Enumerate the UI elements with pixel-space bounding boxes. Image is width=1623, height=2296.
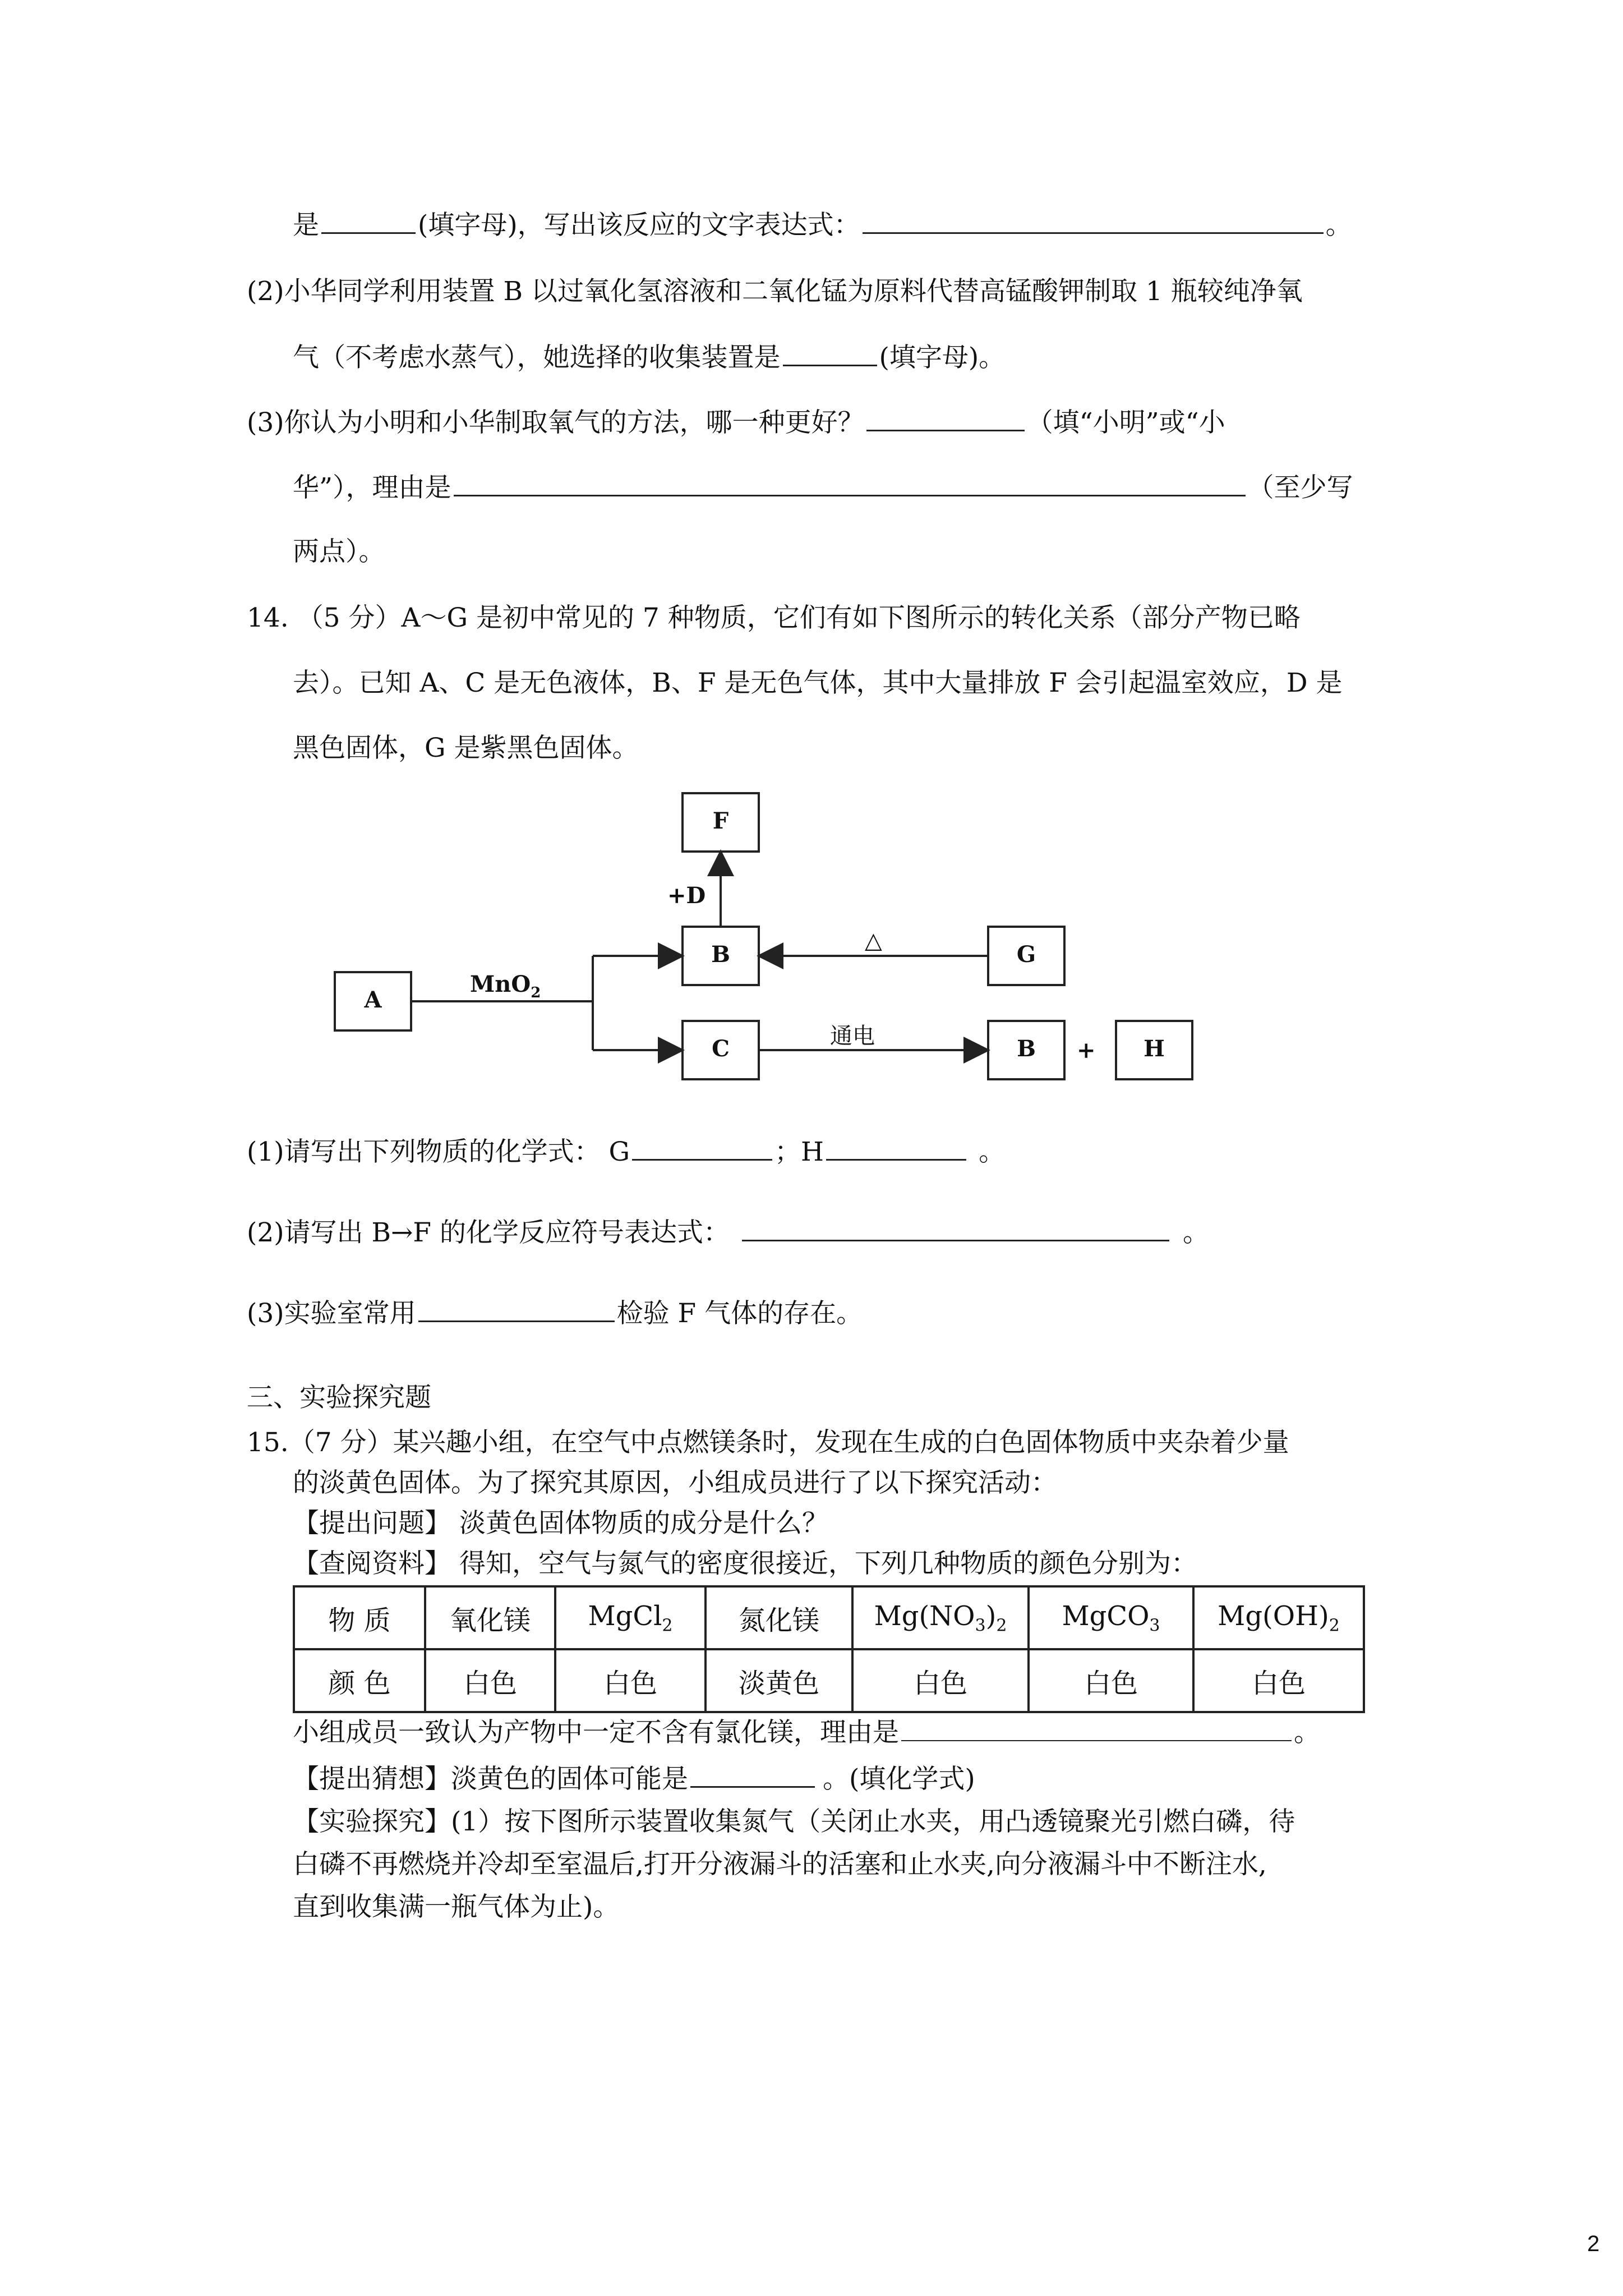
svg-text:F: F xyxy=(712,808,729,834)
table-cell: 白色 xyxy=(425,1649,555,1712)
q14-part1 xyxy=(247,1134,1005,1169)
node-C xyxy=(683,1021,759,1079)
experiment-line2: 白磷不再燃烧并冷却至室温后,打开分液漏斗的活塞和止水夹,向分液漏斗中不断注水, xyxy=(293,1849,1267,1880)
q13-part2-end: (填字母)。 xyxy=(879,342,1006,373)
table-cell: 物 质 xyxy=(294,1586,425,1649)
experiment-line1: 【实验探究】(1）按下图所示装置收集氮气（关闭止水夹，用凸透镜聚光引燃白磷，待 xyxy=(293,1806,1295,1837)
answer-blank[interactable] xyxy=(418,1296,615,1322)
q14-line3: 黑色固体，G 是紫黑色固体。 xyxy=(293,733,639,763)
answer-blank[interactable] xyxy=(690,1761,815,1788)
q13-part3-text: (3)你认为小明和小华制取氧气的方法，哪一种更好？ xyxy=(247,407,864,438)
q15-line1: 15.（7 分）某兴趣小组，在空气中点燃镁条时，发现在生成的白色固体物质中夹杂着少量 xyxy=(247,1427,1289,1458)
answer-blank[interactable] xyxy=(742,1215,1169,1241)
table-cell: 氧化镁 xyxy=(425,1586,555,1649)
svg-text:C: C xyxy=(712,1036,730,1062)
table-cell: 颜 色 xyxy=(294,1649,425,1712)
table-row xyxy=(294,1586,1364,1649)
q14-part2-text: (2)请写出 B→F 的化学反应符号表达式： xyxy=(247,1217,730,1248)
answer-blank-G[interactable] xyxy=(632,1134,772,1161)
consensus-line xyxy=(293,1715,1320,1750)
svg-text:B: B xyxy=(1017,1036,1036,1062)
svg-text:H: H xyxy=(1144,1036,1165,1062)
section-heading: 三、实验探究题 xyxy=(247,1382,431,1413)
table-cell: 白色 xyxy=(1029,1649,1193,1712)
label-plus-d: +D xyxy=(667,882,706,909)
hypothesis-end: 。(填化学式) xyxy=(823,1764,975,1795)
label-electrolysis: 通电 xyxy=(830,1023,875,1049)
q13-part3-reason: 华”），理由是 xyxy=(293,472,451,503)
experiment-line3: 直到收集满一瓶气体为止)。 xyxy=(293,1892,620,1922)
info-label: 【查阅资料】 得知，空气与氮气的密度很接近，下列几种物质的颜色分别为： xyxy=(293,1548,1197,1579)
svg-text:G: G xyxy=(1016,941,1036,968)
q13-part3-tail: （填“小明”或“小 xyxy=(1026,407,1225,438)
node-H xyxy=(1116,1021,1192,1079)
q15-line2: 的淡黄色固体。为了探究其原因，小组成员进行了以下探究活动： xyxy=(293,1467,1057,1498)
q13-line1-start: 是 xyxy=(293,210,319,241)
node-B-product xyxy=(988,1021,1064,1079)
node-F xyxy=(683,793,759,852)
answer-blank[interactable] xyxy=(901,1715,1292,1741)
table-cell: 淡黄色 xyxy=(706,1649,852,1712)
q13-part2-text: 气（不考虑水蒸气），她选择的收集装置是 xyxy=(293,342,781,373)
answer-blank-H[interactable] xyxy=(826,1134,966,1161)
table-row xyxy=(294,1649,1364,1712)
label-plus: + xyxy=(1077,1037,1096,1064)
table-cell: $Mg(NO_3)_2$ xyxy=(852,1586,1029,1649)
page-number: 2 xyxy=(1587,2231,1600,2256)
consensus-text: 小组成员一致认为产物中一定不含有氯化镁，理由是 xyxy=(293,1717,899,1748)
q13-part3-line3: 两点）。 xyxy=(293,536,385,567)
table-cell: $Mg(OH)_2$ xyxy=(1193,1586,1364,1649)
hypothesis-line xyxy=(293,1761,975,1796)
q14-part2-end: 。 xyxy=(1183,1217,1209,1248)
q14-part2 xyxy=(247,1215,1209,1250)
node-B xyxy=(683,927,759,985)
table-cell: MgCl$_2$ xyxy=(555,1586,706,1649)
q14-part3-end: 检验 F 气体的存在。 xyxy=(616,1298,863,1329)
q13-part2-line1: (2)小华同学利用装置 B 以过氧化氢溶液和二氧化锰为原料代替高锰酸钾制取 1 瓶较纯净氧 xyxy=(247,276,1303,307)
q13-part3-hint: （至少写 xyxy=(1247,472,1353,503)
label-mno2: MnO$_2$ xyxy=(470,971,541,1001)
q14-line2: 去）。已知 A、C 是无色液体，B、F 是无色气体，其中大量排放 F 会引起温室效应，D 是 xyxy=(293,668,1343,698)
substance-color-table xyxy=(293,1585,1365,1713)
q14-part3-text: (3)实验室常用 xyxy=(247,1298,416,1329)
table-cell: 白色 xyxy=(555,1649,706,1712)
q14-part1-end: 。 xyxy=(979,1137,1006,1167)
q14-part1-h: ；H xyxy=(774,1137,824,1167)
label-delta: △ xyxy=(865,928,882,954)
question-label: 【提出问题】 淡黄色固体物质的成分是什么？ xyxy=(293,1508,828,1539)
q14-part3 xyxy=(247,1296,863,1331)
hypothesis-text: 【提出猜想】淡黄色的固体可能是 xyxy=(293,1764,688,1795)
node-A xyxy=(335,972,411,1030)
q14-part1-text: (1)请写出下列物质的化学式： G xyxy=(247,1137,630,1167)
table-cell: 氮化镁 xyxy=(706,1586,852,1649)
svg-text:A: A xyxy=(364,987,382,1013)
q14-line1: 14. （5 分）A～G 是初中常见的 7 种物质，它们有如下图所示的转化关系（部分产物已略 xyxy=(247,602,1301,633)
table-cell: 白色 xyxy=(1193,1649,1364,1712)
q13-line1-mid: (填字母)，写出该反应的文字表达式： xyxy=(418,210,860,241)
q13-line1-end: 。 xyxy=(1325,210,1352,241)
consensus-end: 。 xyxy=(1294,1717,1320,1748)
table-cell: 白色 xyxy=(852,1649,1029,1712)
node-G xyxy=(988,927,1064,985)
table-cell: MgCO$_3$ xyxy=(1029,1586,1193,1649)
svg-text:B: B xyxy=(711,941,730,968)
